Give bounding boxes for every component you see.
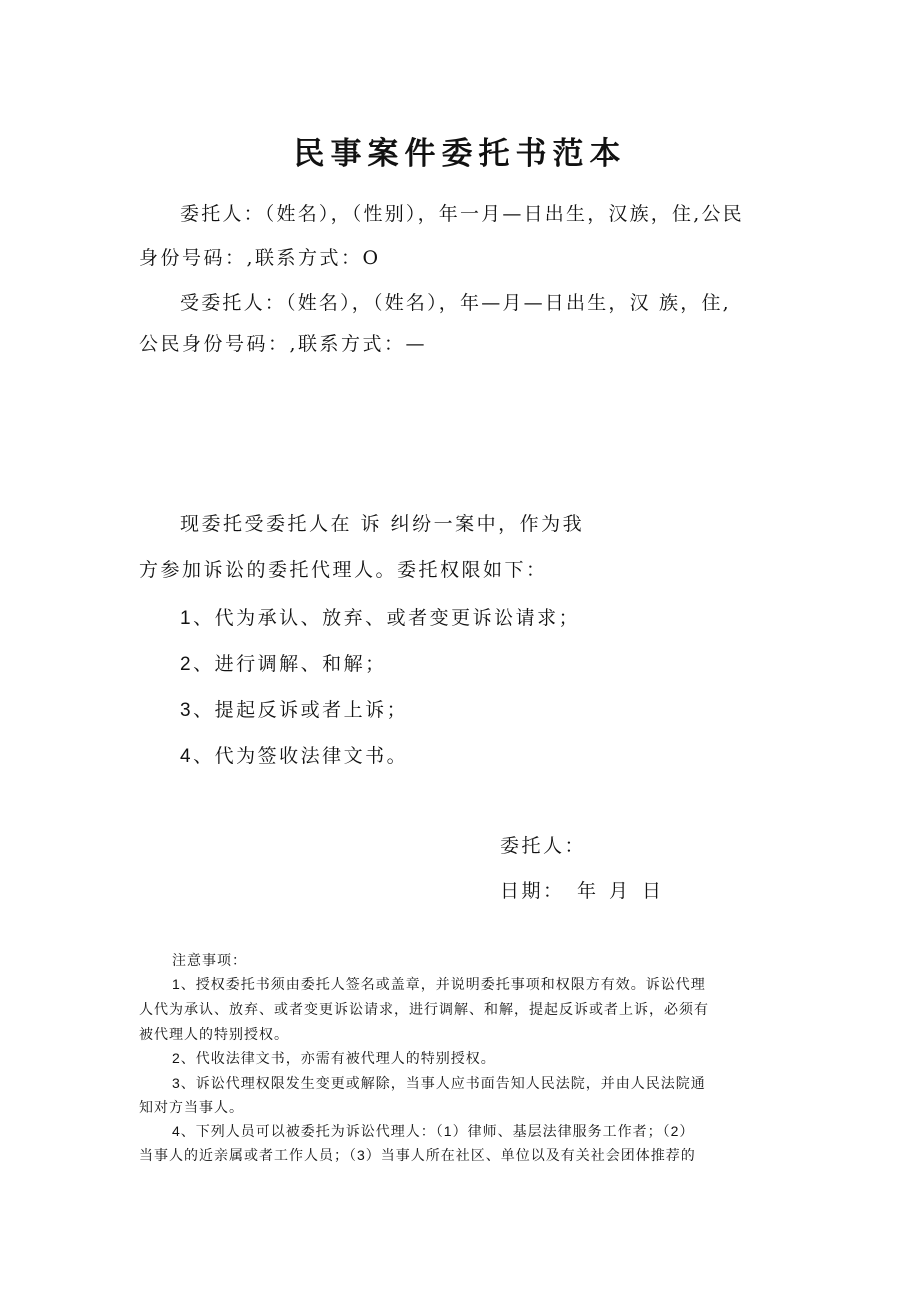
power-item: 1、代为承认、放弃、或者变更诉讼请求； [180, 608, 581, 629]
notes-line: 人代为承认、放弃、或者变更诉讼请求，进行调解、和解，提起反诉或者上诉，必须有 [139, 1002, 709, 1018]
principal-info-line-1: 委托人：（姓名），（性别），年一月—日出生，汉族，住,公民 [180, 203, 744, 225]
notes-line: 2、代收法律文书，亦需有被代理人的特别授权。 [172, 1050, 496, 1066]
date-year: 年 [577, 880, 599, 902]
date-day: 日 [642, 880, 664, 902]
notes-line: 3、诉讼代理权限发生变更或解除，当事人应书面告知人民法院，并由人民法院通 [172, 1075, 706, 1091]
date-month: 月 [609, 880, 631, 902]
agent-info-line-2: 公民身份号码：,联系方式：— [139, 333, 428, 355]
notes-line: 1、授权委托书须由委托人签名或盖章，并说明委托事项和权限方有效。诉讼代理 [172, 976, 706, 992]
principal-info-line-2: 身份号码：,联系方式：O [139, 247, 381, 269]
notes-line: 被代理人的特别授权。 [139, 1027, 289, 1043]
principal-signature-label: 委托人： [500, 835, 587, 857]
agent-info-line-1: 受委托人：（姓名），（姓名），年—月—日出生，汉 族，住, [180, 292, 731, 314]
date-label: 日期： [500, 880, 565, 902]
notes-heading: 注意事项： [172, 953, 247, 969]
notes-line: 当事人的近亲属或者工作人员；（3）当事人所在社区、单位以及有关社会团体推荐的 [139, 1147, 696, 1163]
entrust-statement-line-2: 方参加诉讼的委托代理人。委托权限如下： [139, 559, 548, 581]
power-item: 2、进行调解、和解； [180, 654, 387, 675]
entrust-statement-line-1: 现委托受委托人在 诉 纠纷一案中，作为我 [180, 513, 585, 535]
power-item: 4、代为签收法律文书。 [180, 746, 409, 767]
document-title: 民事案件委托书范本 [293, 136, 627, 172]
notes-line: 4、下列人员可以被委托为诉讼代理人：（1）律师、基层法律服务工作者；（2） [172, 1123, 695, 1139]
notes-line: 知对方当事人。 [139, 1100, 244, 1116]
power-item: 3、提起反诉或者上诉； [180, 700, 409, 721]
